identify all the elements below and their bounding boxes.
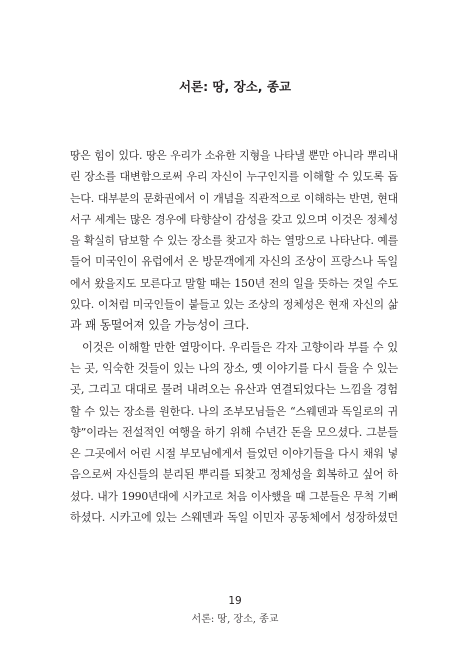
text-line: 과 꽤 동떨어져 있을 가능성이 크다.	[70, 318, 250, 333]
paragraph-2	[70, 337, 398, 529]
text-line: 곳, 그리고 대대로 물려 내려오는 유산과 연결되었다는 느낌을 경험	[70, 382, 398, 397]
text-line: 할 수 있는 장소를 원한다. 나의 조부모님들은 “스웨덴과 독일로의 귀	[70, 404, 398, 418]
text-line: 하셨다. 시카고에 있는 스웨덴과 독일 이민자 공동체에서 성장하셨던	[70, 511, 398, 525]
paragraph-1	[70, 145, 398, 337]
text-line: 향”이라는 전설적인 여행을 하기 위해 수년간 돈을 모으셨다. 그분들	[70, 425, 398, 439]
chapter-title: 서론: 땅, 장소, 종교	[178, 79, 292, 94]
text-line: 있다. 이처럼 미국인들이 붙들고 있는 조상의 정체성은 현재 자신의 삶	[70, 298, 398, 312]
text-line: 이것은 이해할 만한 열망이다. 우리들은 각자 고향이라 부를 수 있	[82, 340, 398, 354]
running-footer: 서론: 땅, 장소, 종교	[191, 614, 279, 625]
page-number: 19	[228, 595, 242, 607]
text-line: 서구 세계는 많은 경우에 타향살이 감성을 갖고 있으며 이것은 정체성	[70, 212, 398, 226]
text-line: 땅은 힘이 있다. 땅은 우리가 소유한 지형을 나타낼 뿐만 아니라 뿌리내	[70, 149, 398, 162]
text-line: 린 장소를 대변함으로써 우리 자신이 누구인지를 이해할 수 있도록 돕	[70, 170, 398, 184]
text-line: 은 그곳에서 어린 시절 부모님에게서 들었던 이야기들을 다시 채워 넣	[70, 447, 398, 461]
text-line: 셨다. 내가 1990년대에 시카고로 처음 이사했을 때 그분들은 무척 기뻐	[70, 489, 398, 503]
text-line: 는 곳, 익숙한 것들이 있는 나의 장소, 옛 이야기를 다시 들을 수 있는	[70, 361, 398, 375]
body-text	[70, 145, 398, 528]
text-line: 는다. 대부분의 문화권에서 이 개념을 직관적으로 이해하는 반면, 현대	[70, 191, 398, 205]
text-line: 들어 미국인이 유럽에서 온 방문객에게 자신의 조상이 프랑스나 독일	[70, 255, 398, 269]
text-line: 을 확실히 담보할 수 있는 장소를 찾고자 하는 열망으로 나타난다. 예를	[70, 234, 398, 248]
text-line: 에서 왔을지도 모른다고 말할 때는 150년 전의 일을 뜻하는 것일 수도	[70, 276, 398, 290]
text-line: 음으로써 자신들의 분리된 뿌리를 되찾고 정체성을 회복하고 싶어 하	[70, 468, 398, 482]
